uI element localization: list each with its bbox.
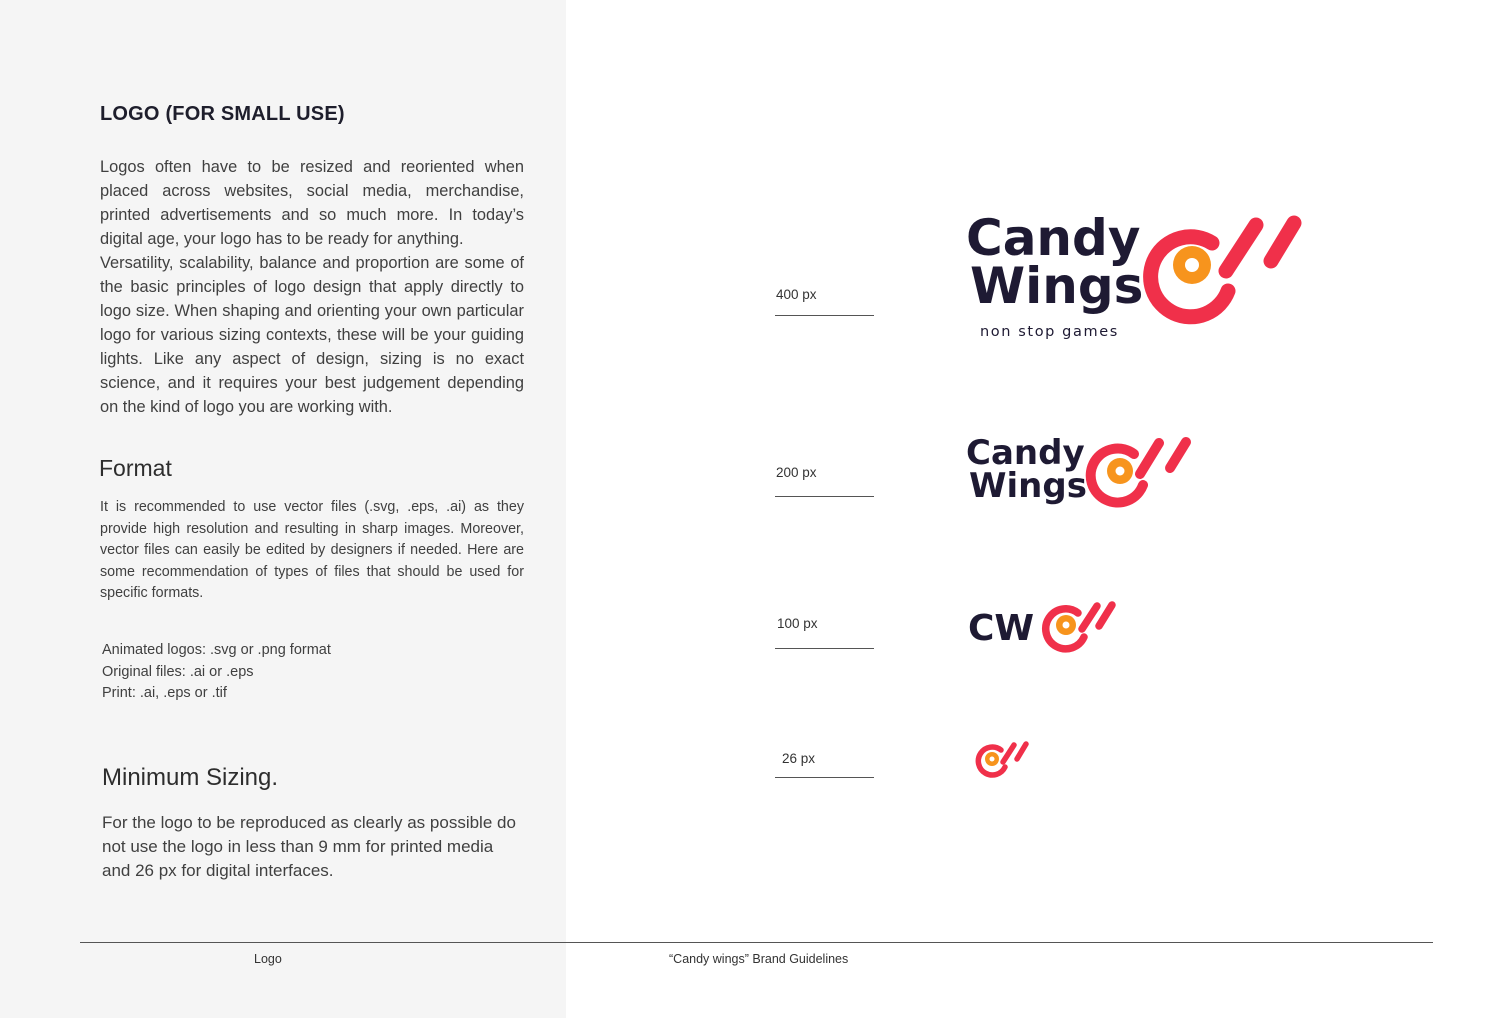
- format-list-item: Print: .ai, .eps or .tif: [102, 685, 227, 702]
- minimum-sizing-title: Minimum Sizing.: [102, 764, 279, 791]
- footer-section-label: Logo: [254, 952, 282, 966]
- intro-paragraph-1: Logos often have to be resized and reoriented when placed across websites, social media, merchandise, printed advertisements and so much more. In today’s digital age, your logo has to be ready for anything.: [100, 158, 524, 248]
- size-label-26: 26 px: [782, 751, 816, 766]
- size-label-400: 400 px: [776, 287, 817, 302]
- logo-tagline: non stop games: [980, 324, 1119, 340]
- logo-word-wings: Wings: [969, 466, 1087, 506]
- size-rule-26: [775, 777, 874, 778]
- logo-26: [972, 738, 1034, 780]
- logo-100: [966, 596, 1121, 654]
- logo-monogram: CW: [968, 608, 1035, 649]
- format-list: [102, 640, 331, 705]
- size-rule-100: [775, 648, 874, 649]
- logo-word-candy: Candy: [966, 209, 1141, 267]
- format-text: It is recommended to use vector files (.svg, .eps, .ai) as they provide high resolution and resulting in sharp images. Moreover, vector files can easily be edited by designers if needed. Here are some recommendation of types of files that should be used for specific formats.: [100, 499, 524, 602]
- logo-mark: [1151, 223, 1294, 317]
- minimum-sizing-text: For the logo to be reproduced as clearly as possible do not use the logo in less than 9 mm for printed media and 26 px for digital interfaces.: [102, 813, 516, 880]
- format-title: Format: [99, 455, 172, 481]
- logo-mark: [1046, 605, 1112, 649]
- logo-mark: [978, 744, 1026, 775]
- footer-document-title: “Candy wings” Brand Guidelines: [669, 952, 849, 966]
- intro-paragraph-2: Versatility, scalability, balance and proportion are some of the basic principles of logo design that apply directly to logo size. When shaping and orienting your own particular logo for various sizing contexts, these will be your guiding lights. Like any aspect of design, sizing is no exact science, and it requires your best judgement depending on the kind of logo you are working with.: [100, 254, 524, 416]
- logo-mark: [1091, 442, 1186, 503]
- logo-200: [962, 430, 1197, 510]
- size-label-200: 200 px: [776, 465, 817, 480]
- footer-divider: [80, 942, 1433, 943]
- logo-word-wings: Wings: [970, 257, 1144, 315]
- logo-word-candy: Candy: [966, 433, 1085, 473]
- size-rule-400: [775, 315, 874, 316]
- format-list-item: Animated logos: .svg or .png format: [102, 642, 331, 658]
- format-list-item: Original files: .ai or .eps: [102, 663, 254, 680]
- size-rule-200: [775, 496, 874, 497]
- size-label-100: 100 px: [777, 616, 818, 631]
- logo-400: [960, 205, 1310, 350]
- section-heading: LOGO (FOR SMALL USE): [100, 103, 345, 125]
- intro-text: [100, 155, 524, 419]
